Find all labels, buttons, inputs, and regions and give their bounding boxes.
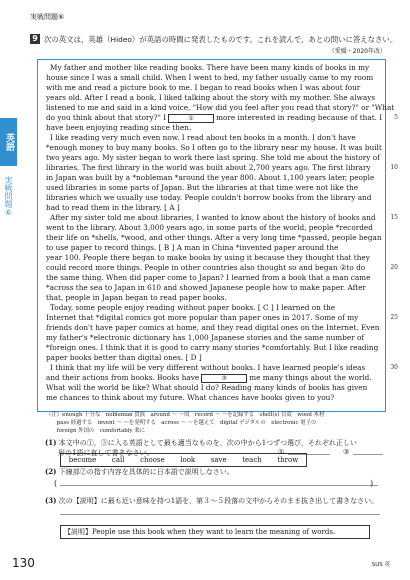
- choice-word: look: [180, 456, 196, 464]
- passage-line: house since I was a small child. When I went to bed, my father usually came to my room: [46, 73, 374, 82]
- choice-word: teach: [242, 456, 262, 464]
- passage-line: two years ago. My sister began to work there last spring. She told me about the history of: [46, 153, 380, 162]
- passage-line: paper books better than digital ones. [ D ]: [46, 353, 202, 362]
- line-number: 30: [390, 364, 398, 371]
- passage-line: My father and mother like reading books. There have been many kinds of books in my: [50, 63, 370, 72]
- choice-word: call: [111, 456, 125, 464]
- choice-word: save: [210, 456, 227, 464]
- question-3: [45, 496, 378, 506]
- passage-line: the same thing. When did paper come to Japan? I learned from a book that a man came: [46, 273, 371, 282]
- passage-line: [46, 113, 382, 123]
- passage-line: years old. After I read a book, I liked talking about the story with my mother. She always: [46, 93, 376, 102]
- blank-1: ①: [168, 114, 214, 123]
- header-label: 実戦問題⑥: [30, 13, 65, 21]
- q1-answer-3-line[interactable]: [353, 454, 383, 455]
- question-2: [45, 467, 234, 477]
- source-note: （愛媛・2020年改）: [328, 48, 386, 55]
- passage-line: *enough money to buy many books. So I often go to the library near my house. It was built: [46, 143, 382, 152]
- passage-line: in Japan was built by a *nobleman *around the year 800. About 1,100 years later, people: [46, 173, 375, 182]
- q3-text: 次の【説明】に最も近い意味を持つ1語を，第３～５段落の文中からそのまま抜き出して書きなさい。: [58, 497, 379, 505]
- q1-number: (1): [45, 438, 57, 447]
- q1-answer-1-label: ①: [278, 448, 285, 456]
- passage-line: used libraries in some parts of Japan. But the libraries at that time were not like the: [46, 183, 359, 192]
- glossary-line: pass 経過する invent ～ ～を発明する across ～ ～を越えて digital デジタルの electronic 電子の: [46, 420, 317, 426]
- passage-line: [46, 373, 372, 383]
- passage-line: their life on *shells, *wood, and other things. After a very long time *passed, people began: [46, 233, 382, 242]
- word-choices: [60, 453, 307, 467]
- answer-bracket-right: ): [370, 479, 374, 488]
- passage-line: *across the sea to Japan in 610 and showed Japanese people how to make paper. After: [46, 283, 367, 292]
- passage-line: that, people in Japan began to read paper books.: [46, 293, 227, 302]
- passage-line: year 100. People there began to make books by using it because they thought that they: [46, 253, 370, 262]
- line-number: 15: [390, 214, 398, 221]
- passage-line: libraries. The first library in the world was built about 2,700 years ago. The first library: [46, 163, 371, 172]
- line-number: 20: [390, 264, 398, 271]
- q1-text: 本文中の①，③に入る英語として最も適当なものを，次の中から1つずつ選び，それぞれ正しい: [58, 439, 357, 447]
- blank-3: ③: [201, 374, 247, 383]
- passage-text: do you think about that story?" I: [46, 113, 167, 122]
- q2-text: 下線部②の指す内容を具体的に日本語で説明しなさい。: [58, 468, 234, 476]
- passage-line: went to the library. About 3,000 years ago, in some parts of the world, people *recorded: [46, 223, 373, 232]
- passage-line: *foreign ones. I think that it is good to carry many stories *comfortably. But I like reading: [46, 343, 379, 352]
- page-code: SUS 英: [371, 562, 390, 568]
- passage-line: me chances to think about my future. What chances have books given to you?: [46, 393, 335, 402]
- q1-text2: 形の1語に直して書きなさい。: [58, 449, 154, 457]
- passage-line: could record more things. People in other countries also thought so and began ②to do: [46, 263, 366, 272]
- instruction: 次の英文は，英雄（Hideo）が英語の時間に発表したものです。これを読んで，あとの問いに答えなさい。: [44, 35, 398, 44]
- choice-word: choose: [140, 456, 165, 464]
- passage-line: I like reading very much even now. I read about ten books in a month. I don't have: [50, 133, 356, 142]
- glossary-line: （注）enough 十分な nobleman 貴族 around ～ ～頃 record ～ ～を記録する shell(s) 貝殻 wood 木材: [46, 412, 325, 418]
- passage-text: more interested in reading because of that. I: [216, 113, 383, 122]
- passage-line: listened to me and said in a kind voice, "How did you feel after you read that story?" or "What: [46, 103, 395, 112]
- q1-answer-3-label: ③: [343, 448, 350, 456]
- passage-text: me many things about the world.: [249, 373, 372, 382]
- line-number: 10: [390, 164, 398, 171]
- question-number: 9: [30, 34, 40, 44]
- passage-line: have been enjoying reading since then.: [46, 123, 192, 132]
- q2-answer-line[interactable]: [60, 484, 378, 486]
- q3-answer-line[interactable]: [60, 514, 380, 515]
- passage-line: to use paper to record things. [ B ] A man in China *invented paper around the: [46, 243, 339, 252]
- passage-line: friends don't have paper comics at home, and they read digital ones on the Internet. Even: [46, 323, 380, 332]
- passage-text: and their actions from books. Books have: [46, 373, 200, 382]
- passage-line: Internet that *digital comics got more popular than paper ones in 2017. Some of my: [46, 313, 359, 322]
- passage-line: with me and read a picture book to me. I began to read books when I was about four: [46, 83, 361, 92]
- choice-word: become: [68, 456, 97, 464]
- answer-bracket-left: (: [54, 479, 58, 488]
- passage-line: libraries which we usually use today. People couldn't borrow books from the library and: [46, 193, 372, 202]
- line-number: 5: [394, 114, 398, 121]
- passage-line: Today, some people enjoy reading without paper books. [ C ] I learned on the: [50, 303, 336, 312]
- q3-number: (3): [45, 496, 57, 505]
- side-tab-english: 英語: [0, 118, 17, 166]
- passage-line: What will the world be like? What should I do? Reading many kinds of books has given: [46, 383, 368, 392]
- passage-line: my father's *electronic dictionary has 1,000 Japanese stories and the same number of: [46, 333, 365, 342]
- explanation-box: 【説明】People use this book when they want to learn the meaning of words.: [60, 525, 370, 539]
- side-tab-sub: 実戦問題⑥: [4, 175, 13, 217]
- line-number: 25: [390, 314, 398, 321]
- choice-word: throw: [277, 456, 299, 464]
- passage-line: had to read them in the library. [ A ]: [46, 203, 180, 212]
- page-number: 130: [12, 556, 35, 570]
- passage-line: I think that my life will be very different without books. I have learned people's ideas: [50, 363, 366, 372]
- question-1: [45, 438, 357, 448]
- q2-number: (2): [45, 467, 57, 476]
- passage-line: After my sister told me about libraries, I wanted to know about the history of books and: [50, 213, 376, 222]
- glossary-line: foreign 外国の comfortably 楽に: [46, 428, 146, 434]
